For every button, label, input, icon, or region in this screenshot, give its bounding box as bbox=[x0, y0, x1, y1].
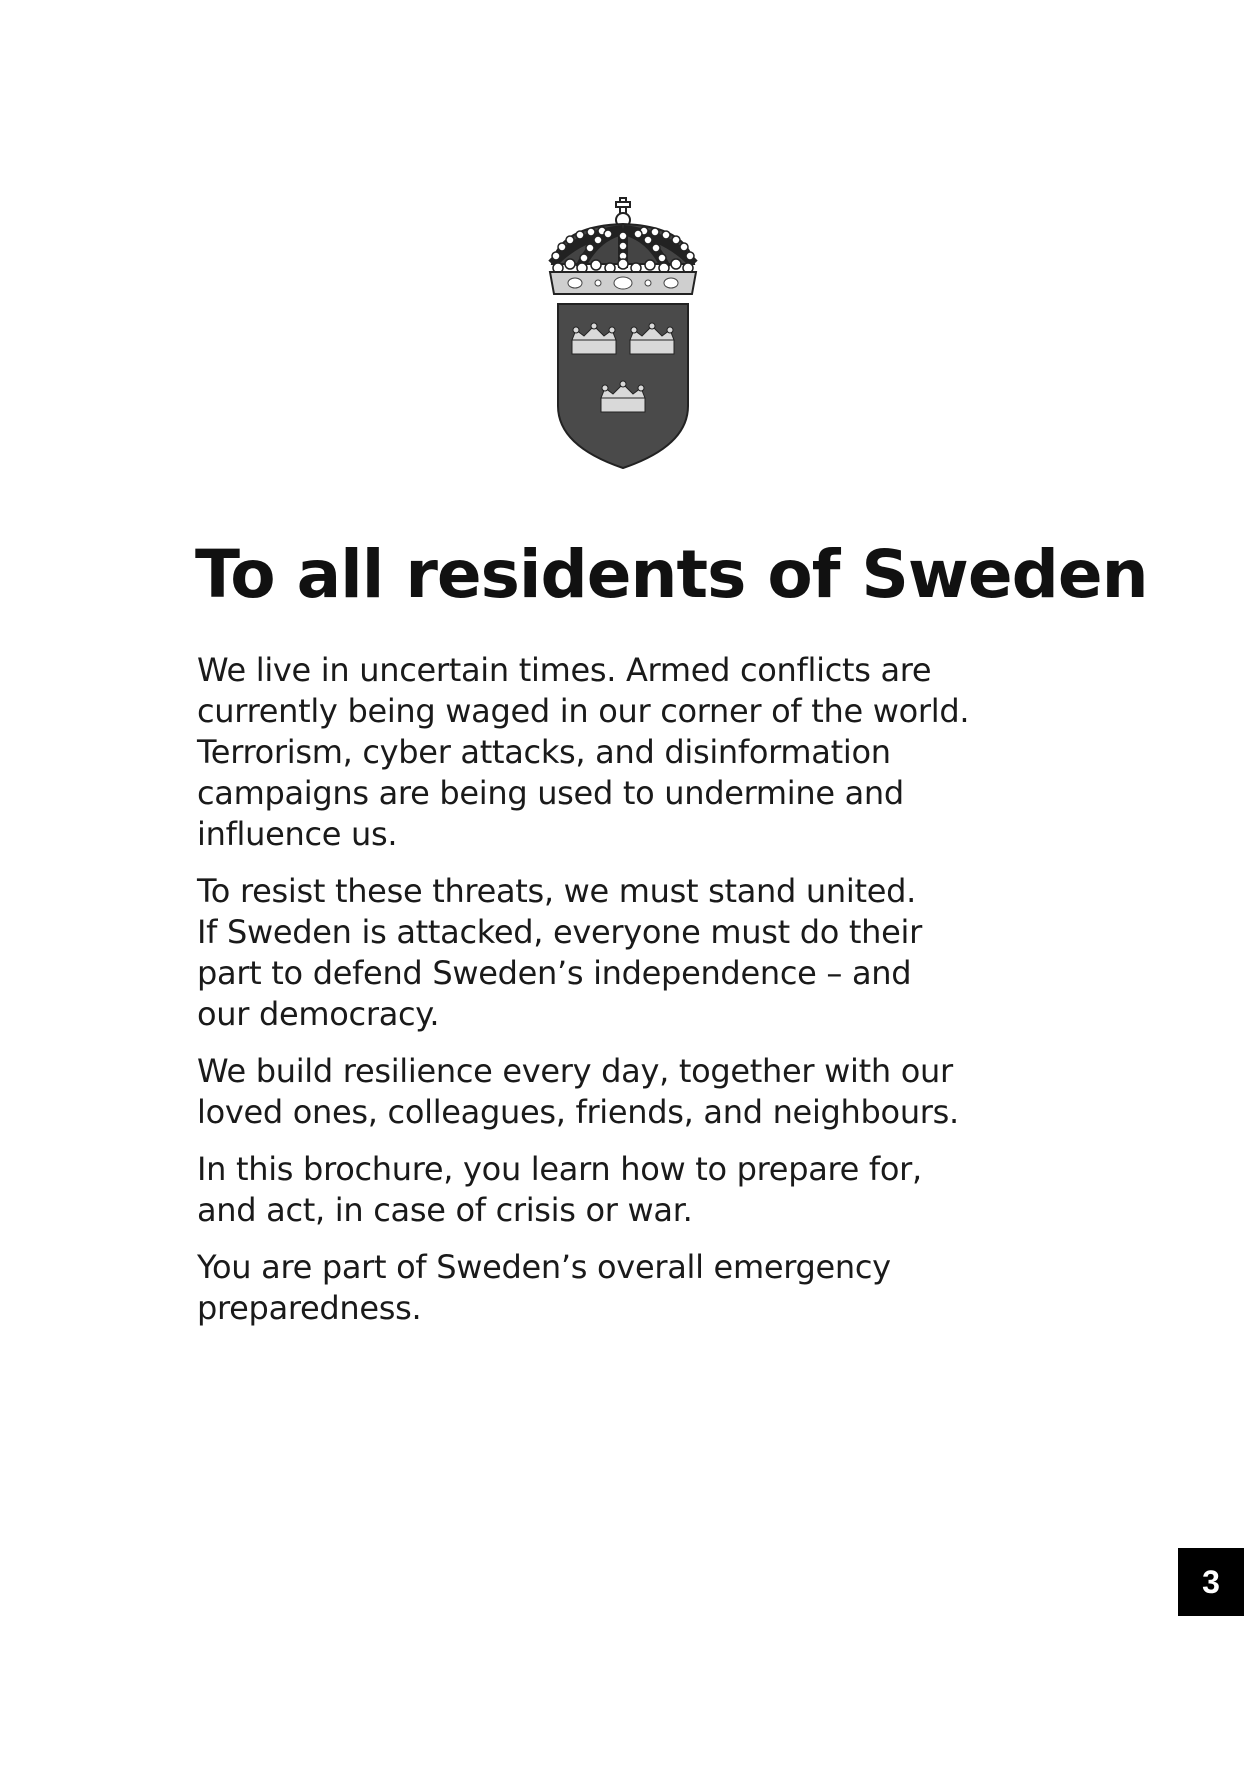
text-line: You are part of Sweden’s overall emergency bbox=[197, 1248, 891, 1286]
text-line: campaigns are being used to undermine and bbox=[197, 774, 904, 812]
paragraph bbox=[197, 1149, 1077, 1231]
paragraph bbox=[197, 1247, 1077, 1329]
text-line: preparedness. bbox=[197, 1289, 422, 1327]
text-line: We build resilience every day, together with our bbox=[197, 1052, 953, 1090]
royal-crown-icon bbox=[550, 224, 696, 294]
paragraph bbox=[197, 650, 1077, 855]
text-line: Terrorism, cyber attacks, and disinformation bbox=[197, 733, 891, 771]
text-line: loved ones, colleagues, friends, and neighbours. bbox=[197, 1093, 959, 1131]
text-line: In this brochure, you learn how to prepare for, bbox=[197, 1150, 922, 1188]
text-line: If Sweden is attacked, everyone must do their bbox=[197, 913, 922, 951]
text-line: and act, in case of crisis or war. bbox=[197, 1191, 693, 1229]
paragraph bbox=[197, 871, 1077, 1035]
page-number: 3 bbox=[1178, 1548, 1244, 1616]
text-line: influence us. bbox=[197, 815, 398, 853]
body-text bbox=[197, 650, 1077, 1345]
text-line: part to defend Sweden’s independence – and bbox=[197, 954, 912, 992]
page-title: To all residents of Sweden bbox=[195, 536, 1148, 613]
text-line: currently being waged in our corner of the world. bbox=[197, 692, 970, 730]
crown-cross-icon bbox=[616, 198, 630, 227]
swedish-coat-of-arms-icon bbox=[540, 196, 706, 476]
text-line: We live in uncertain times. Armed conflicts are bbox=[197, 651, 932, 689]
paragraph bbox=[197, 1051, 1077, 1133]
text-line: our democracy. bbox=[197, 995, 440, 1033]
text-line: To resist these threats, we must stand united. bbox=[197, 872, 916, 910]
